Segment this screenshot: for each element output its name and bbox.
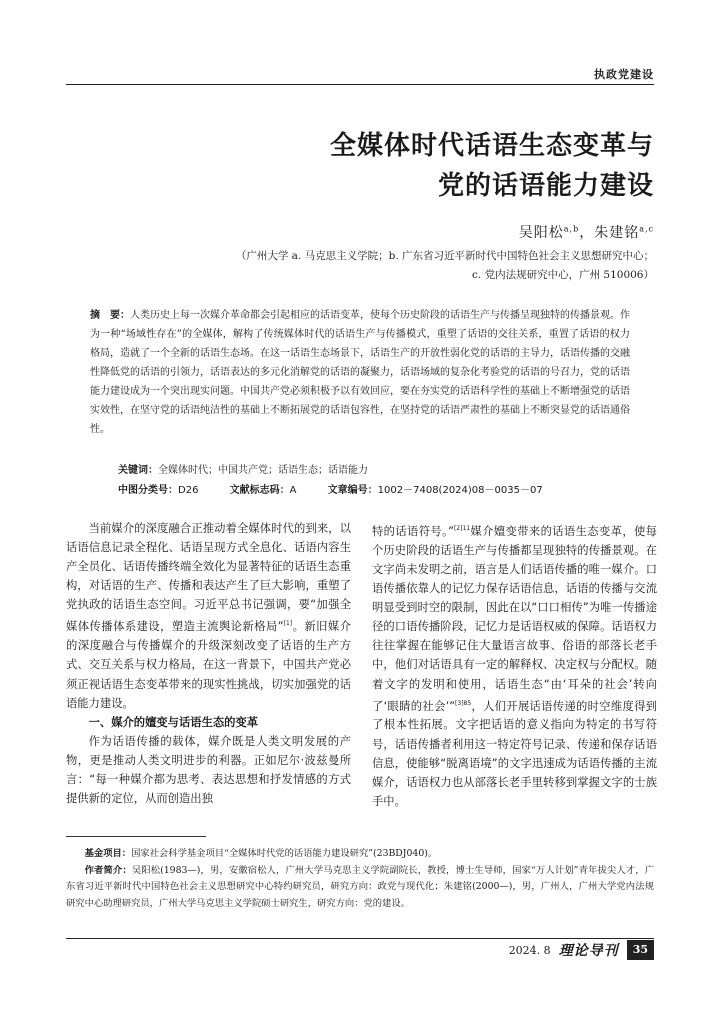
article-title <box>330 126 654 206</box>
fund-label: 基金项目： <box>84 848 132 859</box>
abstract-text: 人类历史上每一次媒介革命都会引起相应的话语变革，使每个历史阶段的话语生产与传播呈现独特的传播景观。作为一种“场域性存在”的全媒体，解构了传统媒体时代的话语生产与传播模式，重塑了话语的交往关系，重置了话语的权力格局，造就了一个全新的话语生态场。在这一话语生态场景下，话语生产的开放性弱化党的话语的主导力，话语传播的交融性降低党的话语的引领力，话语表达的多元化消解党的话语的凝聚力，话语场域的复杂化考验党的话语的号召力，党的话语能力建设成为一个突出现实问题。中国共产党必须积极予以有效回应，要在夯实党的话语科学性的基础上不断增强党的话语实效性，在坚守党的话语纯洁性的基础上不断拓展党的话语包容性，在坚持党的话语严肃性的基础上不断突显党的话语通俗性。 <box>90 310 630 435</box>
classification <box>118 481 571 500</box>
author-1: 吴阳松 <box>518 225 564 241</box>
article-id-value: 1002－7408(2024)08－0035－07 <box>377 485 543 496</box>
body-text: 。新旧媒介的深度融合与传播媒介的升级深刻改变了话语的生产方式、交互关系与权力格局，在这一背景下，中国共产党必须正视话语生态变革带来的现实性挑战，切实加强党的话语能力建设。 <box>66 620 351 710</box>
keywords <box>118 461 368 480</box>
doc-code-value: A <box>289 485 297 496</box>
body-column-right <box>372 519 657 811</box>
body-paragraph: 作为话语传播的载体，媒介既是人类文明发展的产物，更是推动人类文明进步的利器。正如尼尔·波兹曼所言：“每一种媒介都为思考、表达思想和抒发情感的方式提供新的定位，从而创造出独 <box>66 734 351 806</box>
keywords-text: 全媒体时代；中国共产党；话语生态；话语能力 <box>158 465 368 476</box>
doc-code-label: 文献标志码： <box>229 485 290 496</box>
author-note <box>66 863 654 913</box>
citation: [1] <box>283 620 293 628</box>
keywords-label: 关键词： <box>118 465 158 476</box>
page-number: 35 <box>627 940 654 960</box>
body-column-left <box>66 519 351 808</box>
journal-name: 理论导刊 <box>558 943 619 959</box>
body-text: 特的话语符号。” <box>372 524 454 538</box>
fund-note <box>66 846 654 863</box>
footer-rule <box>66 938 654 939</box>
citation: [2]11 <box>453 525 471 532</box>
section-header: 执政党建设 <box>594 68 654 81</box>
author-bio-label: 作者简介： <box>84 864 132 876</box>
author-separator: ， <box>579 225 595 241</box>
body-paragraph <box>372 519 657 811</box>
author-line <box>519 222 654 242</box>
clc-label: 中图分类号： <box>118 485 178 496</box>
title-line-1: 全媒体时代话语生态变革与 <box>329 131 654 161</box>
title-line-2: 党的话语能力建设 <box>437 171 654 201</box>
author-1-affil: a,b <box>563 224 580 234</box>
author-2-affil: a,c <box>639 224 654 234</box>
citation: [3]85 <box>455 699 472 707</box>
footnote-rule <box>66 836 206 837</box>
article-id-label: 文章编号： <box>327 485 378 496</box>
body-paragraph <box>66 519 351 713</box>
section-heading: 一、媒介的嬗变与话语生态的变革 <box>88 715 259 729</box>
body-text: 当前媒介的深度融合正推动着全媒体时代的到来，以话语信息记录全程化、话语呈现方式全息化、话语内容生产全员化、话语传播终端全效化为显著特征的话语生态重构，对话语的生产、传播和表达产生了巨大影响，重塑了党执政的话语生态空间。习近平总书记强调，要“加强全媒体传播体系建设，塑造主流舆论新格局” <box>66 522 351 634</box>
author-bio-text: 吴阳松(1983—)，男，安徽宿松人，广州大学马克思主义学院副院长，教授，博士生导师，国家“万人计划”青年拔尖人才，广东省习近平新时代中国特色社会主义思想研究中心特约研究员，研究方向：政党与现代化；朱建铭(2000—)，男，广州人，广州大学党内法规研究中心助理研究员，广州大学马克思主义学院硕士研究生，研究方向：党的建设。 <box>66 864 654 909</box>
clc-value: D26 <box>178 485 199 496</box>
issue-number: 2024. 8 <box>508 943 551 957</box>
footnotes <box>66 846 654 912</box>
affiliation <box>236 247 654 285</box>
abstract-label: 摘 要： <box>90 310 130 321</box>
page-footer <box>509 940 654 960</box>
header-rule <box>66 84 654 85</box>
body-text: 媒介嬗变带来的话语生态变革，使每个历史阶段的话语生产与传播都呈现独特的传播景观。在文字尚未发明之前，语言是人们话语传播的唯一媒介。口语传播依靠人的记忆力保存话语信息，话语的传播与交流明显受到时空的限制，因此在以“口口相传”为唯一传播途径的口语传播阶段，记忆力是话语权威的保障。话语权力往往掌握在能够记住大量语言故事、俗语的部落长老手中，他们对话语具有一定的解释权、决定权与分配权。随着文字的发明和使用，话语生态“由‘耳朵的社会’转向了‘眼睛的社会’” <box>372 524 657 713</box>
fund-text: 国家社会科学基金项目“全媒体时代党的话语能力建设研究”(23BDJ040)。 <box>131 848 438 859</box>
affiliation-line-2: c. 党内法规研究中心，广州 510006） <box>472 269 654 281</box>
body-text: ，人们开展话语传递的时空维度得到了根本性拓展。文字把话语的意义指向为特定的书写符号，话语传播者利用这一特定符号记录、传递和保存话语信息，使能够“脱离语境”的文字迅速成为话语传播的主流媒介，话语权力也从部落长老手里转移到掌握文字的士族手中。 <box>372 699 657 808</box>
abstract <box>90 306 630 439</box>
author-2: 朱建铭 <box>594 225 640 241</box>
affiliation-line-1: （广州大学 a. 马克思主义学院；b. 广东省习近平新时代中国特色社会主义思想研究中心； <box>235 250 654 262</box>
